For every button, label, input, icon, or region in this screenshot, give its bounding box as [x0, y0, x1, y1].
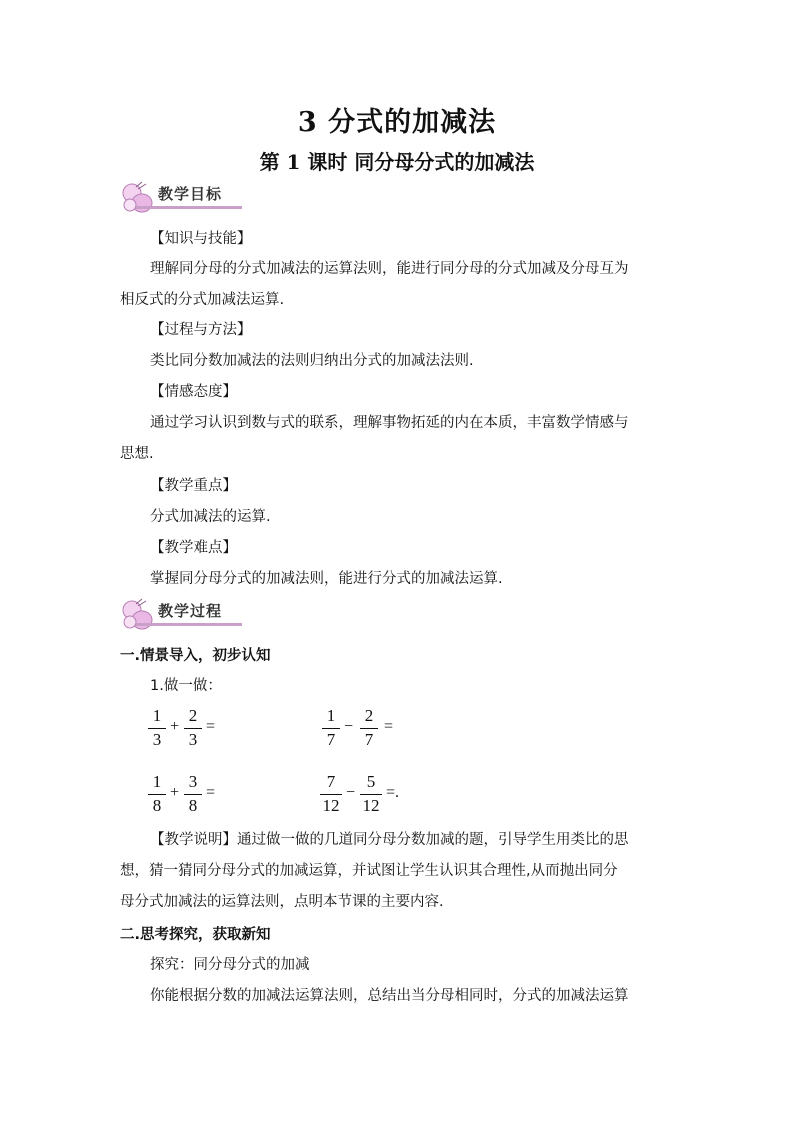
lesson-title: 3 分式的加减法	[297, 107, 497, 138]
badge-label: 教学过程	[158, 602, 223, 620]
butterfly-icon	[118, 598, 158, 632]
fraction-expression	[148, 772, 238, 818]
difficulty-heading: 【教学难点】	[150, 540, 237, 556]
paragraph-line: 类比同分数加减法的法则归纳出分式的加减法法则.	[150, 353, 474, 369]
paragraph-line: 掌握同分母分式的加减法则，能进行分式的加减法运算.	[150, 571, 503, 587]
operator: −	[344, 718, 354, 735]
paragraph-line: 探究：同分母分式的加减	[150, 957, 310, 973]
denominator: 3	[188, 730, 198, 749]
fraction-bar	[184, 728, 202, 729]
denominator: 8	[152, 796, 162, 815]
numerator: 3	[188, 772, 198, 791]
badge-underline	[136, 623, 242, 626]
fraction-bar	[184, 794, 202, 795]
paragraph-line: 你能根据分数的加减法运算法则，总结出当分母相同时，分式的加减法运算	[150, 988, 629, 1004]
fraction-bar	[360, 794, 382, 795]
paragraph-line: 分式加减法的运算.	[150, 509, 271, 525]
paragraph-line: 母分式加减法的运算法则，点明本节课的主要内容.	[120, 894, 444, 910]
equals-sign: =	[206, 784, 216, 801]
key-heading: 【教学重点】	[150, 478, 237, 494]
badge-label: 教学目标	[158, 185, 223, 203]
section-heading: 二.思考探究，获取新知	[120, 927, 271, 943]
fraction-bar	[320, 794, 342, 795]
numerator: 1	[152, 706, 162, 725]
paragraph-line: 相反式的分式加减法运算.	[120, 292, 285, 308]
numerator: 2	[364, 706, 374, 725]
fraction-expression	[322, 706, 412, 752]
butterfly-icon	[118, 181, 158, 215]
method-heading: 【过程与方法】	[150, 322, 252, 338]
paragraph-line: 【教学说明】通过做一做的几道同分母分数加减的题，引导学生用类比的思	[150, 832, 629, 848]
denominator: 8	[188, 796, 198, 815]
paragraph-line: 通过学习认识到数与式的联系，理解事物拓延的内在本质，丰富数学情感与	[150, 415, 629, 431]
denominator: 12	[322, 796, 340, 815]
numerator: 5	[366, 772, 376, 791]
equals-sign: =	[384, 718, 394, 735]
numerator: 1	[152, 772, 162, 791]
fraction-expression	[320, 772, 420, 818]
fraction-bar	[148, 794, 166, 795]
denominator: 7	[326, 730, 336, 749]
denominator: 12	[362, 796, 380, 815]
operator: +	[170, 784, 180, 801]
fraction-bar	[322, 728, 340, 729]
denominator: 7	[364, 730, 374, 749]
fraction-bar	[360, 728, 378, 729]
fraction-bar	[148, 728, 166, 729]
numerator: 7	[326, 772, 336, 791]
operator: +	[170, 718, 180, 735]
equals-sign: =.	[386, 784, 400, 801]
fraction-expression	[148, 706, 238, 752]
section-heading: 一.情景导入，初步认知	[120, 648, 271, 664]
lesson-subtitle: 第 1 课时 同分母分式的加减法	[259, 150, 535, 174]
badge-underline	[136, 206, 242, 209]
paragraph-line: 理解同分母的分式加减法的运算法则，能进行同分母的分式加减及分母互为	[150, 261, 629, 277]
knowledge-heading: 【知识与技能】	[150, 231, 252, 247]
operator: −	[346, 784, 356, 801]
paragraph-line: 想，猜一猜同分母分式的加减运算，并试图让学生认识其合理性,从而抛出同分	[120, 863, 618, 879]
numerator: 1	[326, 706, 336, 725]
emotion-heading: 【情感态度】	[150, 384, 237, 400]
objectives-badge	[118, 181, 238, 217]
paragraph-line: 思想.	[120, 446, 154, 462]
denominator: 3	[152, 730, 162, 749]
numerator: 2	[188, 706, 198, 725]
equals-sign: =	[206, 718, 216, 735]
process-badge	[118, 598, 238, 634]
activity-label: 1.做一做：	[150, 678, 222, 694]
